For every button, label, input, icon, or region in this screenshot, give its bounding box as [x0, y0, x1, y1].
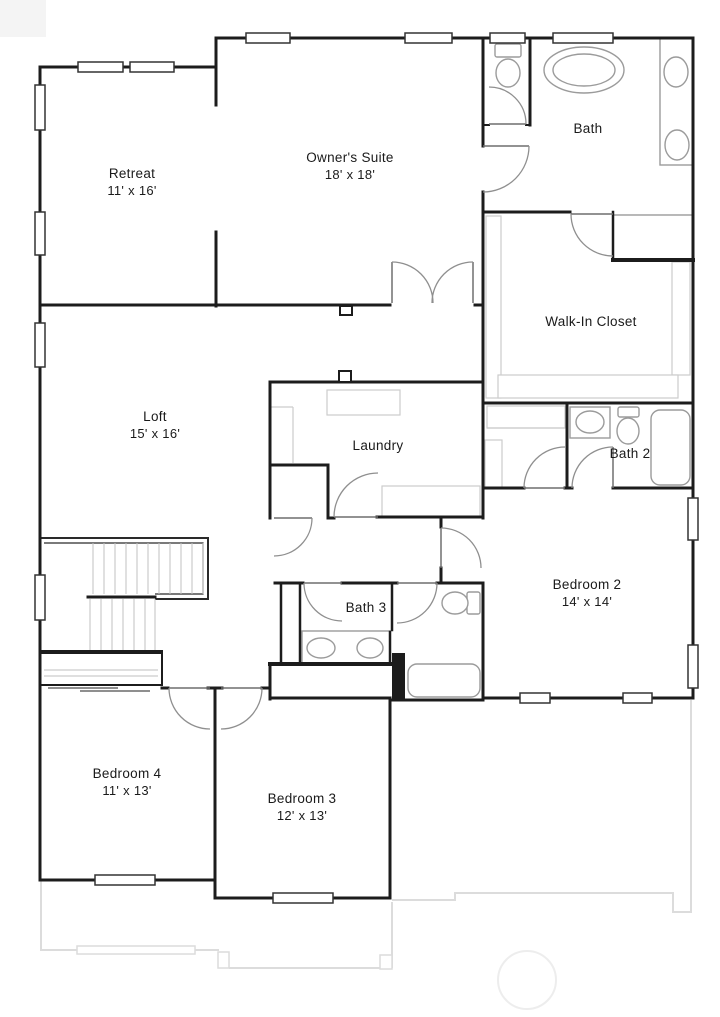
shelf-outline: [486, 216, 501, 398]
window: [130, 62, 174, 72]
window: [520, 693, 550, 703]
lower-level-post: [77, 946, 195, 954]
fixture-rect: [467, 592, 480, 614]
fixture-rect: [651, 410, 690, 485]
room-label-bath-2: Bath 2: [609, 446, 651, 461]
window: [688, 498, 698, 540]
window: [35, 323, 45, 367]
wall-post: [339, 371, 351, 382]
fixture-ellipse: [553, 54, 615, 86]
window: [246, 33, 290, 43]
window: [688, 645, 698, 688]
window: [35, 85, 45, 130]
shelf-outline: [487, 406, 565, 428]
room-dims-loft: 15' x 16': [129, 426, 181, 441]
window: [35, 575, 45, 620]
room-label-bath: Bath: [573, 121, 603, 136]
fixture-rect: [613, 215, 693, 260]
room-dims-bedroom-2: 14' x 14': [561, 594, 613, 609]
window: [405, 33, 452, 43]
fixture-ellipse: [307, 638, 335, 658]
fixture-ellipse: [617, 418, 639, 444]
closet-box: [40, 653, 162, 685]
shelf-outline: [672, 262, 690, 375]
window: [78, 62, 123, 72]
fixture-ellipse: [664, 57, 688, 87]
room-label-retreat: Retreat: [108, 166, 156, 181]
shelf-outline: [485, 440, 502, 488]
shelf-outline: [498, 375, 678, 398]
room-label-loft: Loft: [143, 409, 167, 424]
room-label-walk-in-closet: Walk-In Closet: [545, 314, 637, 329]
wall-block: [392, 653, 405, 700]
window: [273, 893, 333, 903]
room-dims-bedroom-4: 11' x 13': [102, 783, 152, 798]
wall-post: [340, 306, 352, 315]
room-label-bedroom-2: Bedroom 2: [552, 577, 622, 592]
linen-closet: [40, 653, 162, 691]
room-dims-owners-suite: 18' x 18': [324, 167, 376, 182]
fixture-rect: [495, 44, 521, 57]
room-label-bedroom-4: Bedroom 4: [92, 766, 162, 781]
shelf-outline: [327, 390, 400, 415]
window: [490, 33, 525, 43]
fixture-ellipse: [357, 638, 383, 658]
room-dims-retreat: 11' x 16': [107, 183, 157, 198]
fixture-ellipse: [576, 411, 604, 433]
room-label-owners-suite: Owner's Suite: [306, 150, 394, 165]
room-dims-bedroom-3: 12' x 13': [276, 808, 328, 823]
room-label-laundry: Laundry: [352, 438, 404, 453]
fixture-rect: [408, 664, 480, 697]
fixture-ellipse: [442, 592, 468, 614]
corner-shade: [0, 0, 46, 37]
room-label-bath-3: Bath 3: [345, 600, 387, 615]
lower-level-post: [380, 955, 392, 969]
window: [35, 212, 45, 255]
fixture-ellipse: [665, 130, 689, 160]
room-label-bedroom-3: Bedroom 3: [267, 791, 337, 806]
window: [95, 875, 155, 885]
fixture-rect: [618, 407, 639, 417]
window: [623, 693, 652, 703]
lower-level-post: [218, 952, 229, 968]
window: [553, 33, 613, 43]
shelf-outline: [382, 486, 480, 517]
fixture-ellipse: [496, 59, 520, 87]
